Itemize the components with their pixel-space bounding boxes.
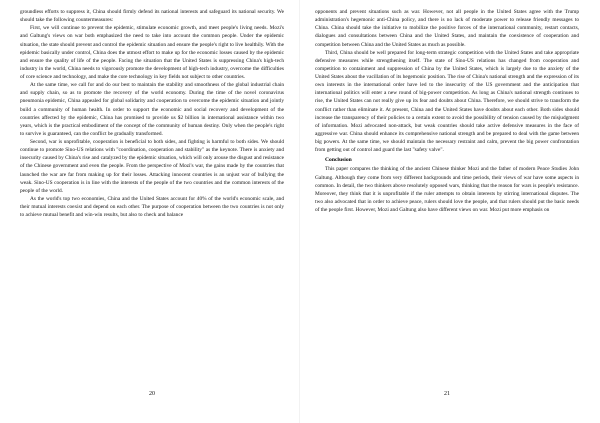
paragraph: opponents and prevent situations such as war. However, not all people in the United States agree with the Trump administration's hegemonic anti-China policy, and there is no lack of moderate power to release friendly messages to China. China should take the initiative to mobilize the positive forces of the international community, restart contacts, dialogues and consultations between China and the United States, and maintain the coexistence of cooperation and competition between China and the United States as much as possible. [315, 9, 579, 48]
right-page [315, 8, 579, 388]
paragraph: First, we will continue to prevent the epidemic, stimulate economic growth, and meet people's living needs. Mozi's and Galtung's views on war both emphasized the need to take into account the common people. Under the epidemic situation, the state should prevent and control the epidemic situation and ensure the people's right to live healthily. With the epidemic basically under control, China does the utmost effort to make up for the economic losses caused by the epidemic and ensure the quality of life of the people. Facing the situation that the United States is suppressing China's high-tech industry in the world, China needs to vigorously promote the development of high-tech industry, overcome the difficulties of core science and technology, and make the core technology in key fields not subject to other countries. [20, 25, 284, 80]
page-number: 20 [149, 391, 155, 397]
gutter-divider [299, 0, 300, 423]
paragraph: Third, China should be well prepared for long-term strategic competition with the United States and take appropriate defensive measures while strengthening itself. The state of Sino-US relations has changed from cooperation and competition to containment and suppression of China by the United States, which is largely due to the anxiety of the United States about the vacillation of its hegemonic position. The rise of China's national strength and the expression of its own interests in the international order have led to the insecurity of the US government and the anticipation that international politics will enter a new round of big-power competition. As long as China's national strength continues to rise, the United States can not really give up its fear and doubts about China. Therefore, we should strive to transform the conflict rather than eliminate it. At present, China and the United States have doubts about each other. Both sides should increase the transparency of their policies to a certain extent to avoid the possibility of tension caused by the misjudgment of information. Mozi advocated non-attack, but weak countries should take active defensive measures in the face of aggressive war. China should enhance its comprehensive national strength and be prepared to deal with the game between big powers. At the same time, we should maintain the necessary restraint and calm, prevent the big power confrontation from getting out of control and guard the last "safety valve". [315, 49, 579, 154]
section-heading: Conclusion [325, 157, 352, 164]
left-page [20, 8, 284, 388]
paragraph: This paper compares the thinking of the ancient Chinese thinker Mozi and the father of modern Peace Studies John Galtung. Although they come from very different backgrounds and time periods, their views of war have some aspects in common. In detail, the two thinkers above resolutely opposed wars, thinking that the reason for wars is people's resistance. Moreover, they think that it is unprofitable if the ruler attempts to obtain interests by stirring international disputes. The two also advocated that in order to achieve peace, rulers should love the people, and that rulers should put the basic needs of the people first. However, Mozi and Galtung also have different views on war. Mozi put more emphasis on [315, 166, 579, 213]
paragraph: At the same time, we call for and do our best to maintain the stability and smoothness of the global industrial chain and supply chain, so as to promote the recovery of the world economy. During the time of the novel coronavirus pneumonia epidemic, China appealed for global solidarity and cooperation to overcome the epidemic situation and jointly build a community of human health. In order to support the economic and social recovery and development of the countries affected by the epidemic, China has promised to provide us $2 billion in international assistance within two years, which is the practical embodiment of the concept of the community of human destiny. Only when the people's right to survive is guaranteed, can the conflict be gradually transformed. [20, 82, 284, 137]
paragraph: As the world's top two economies, China and the United States account for 40% of the world's economic scale, and their mutual interests coexist and depend on each other. The purpose of cooperation between the two countries is not only to achieve mutual benefit and win-win results, but also to check and balance [20, 195, 284, 219]
page-number: 21 [444, 391, 450, 397]
paragraph: Second, war is unprofitable, cooperation is beneficial to both sides, and fighting is harmful to both sides. We should continue to promote Sino-US relations with "coordination, cooperation and stability" as the keynote. There is anxiety and insecurity caused by China's rise and catalyzed by the epidemic situation, which will only arouse the disgust and resistance of the Chinese government and even the people. From the perspective of Mozi's war, the gains made by the countries that launched the war are far from making up for their losses. Attacking innocent countries is an unjust war of bullying the weak. Sino-US cooperation is in line with the interests of the people of the two countries and the common interests of the people of the world. [20, 139, 284, 194]
paragraph: groundless efforts to suppress it, China should firmly defend its national interests and safeguard its national security. We should take the following countermeasures: [20, 9, 284, 24]
